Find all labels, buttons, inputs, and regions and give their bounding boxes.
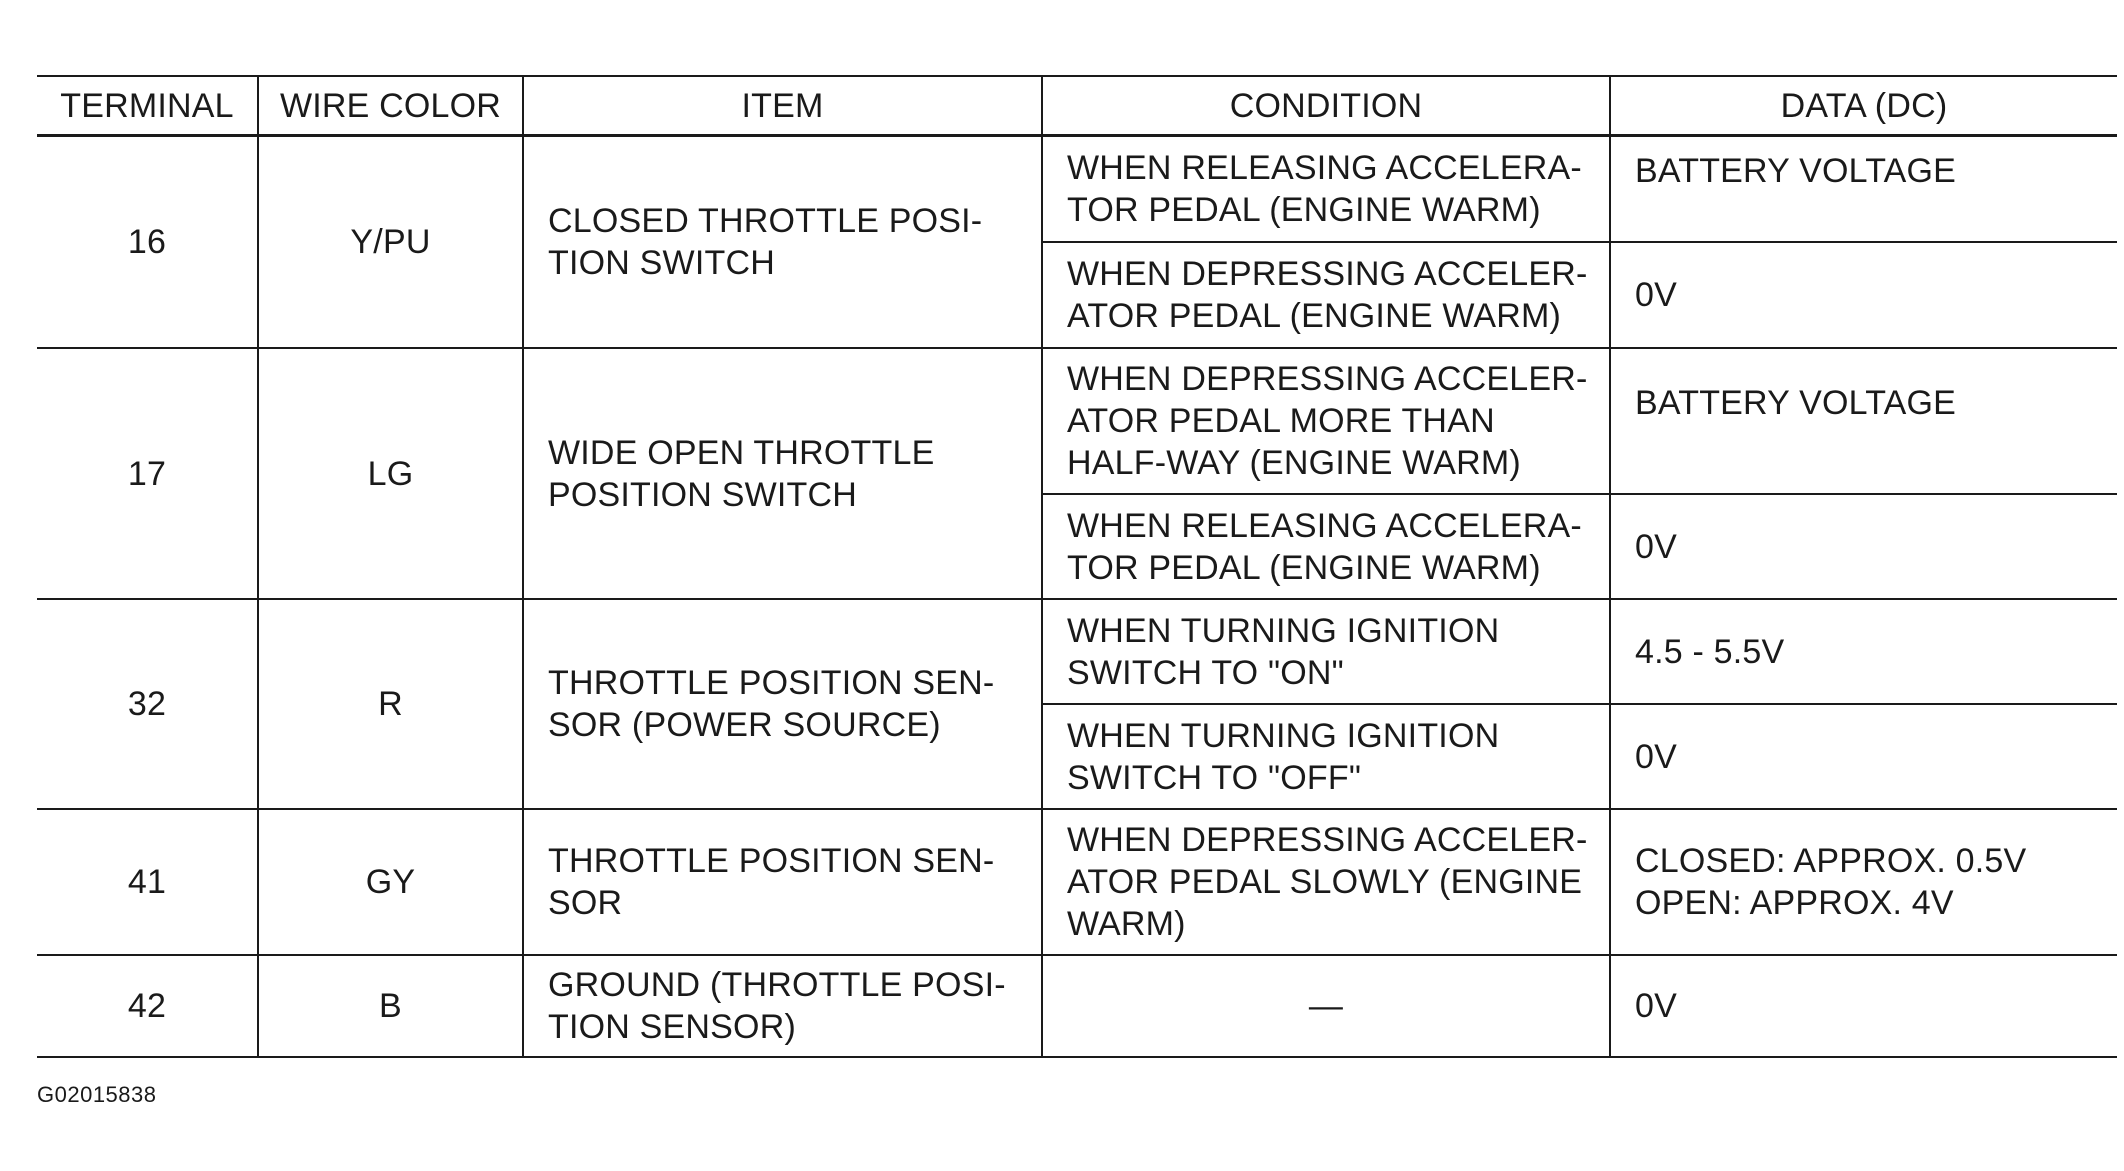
ecm-terminal-table <box>37 75 2117 1058</box>
data-cell <box>1610 599 2117 704</box>
table-row <box>37 809 2117 955</box>
wire-color-cell: R <box>258 599 523 809</box>
condition-cell <box>1042 348 1610 494</box>
table-row <box>37 599 2117 704</box>
data-cell <box>1610 242 2117 348</box>
header-data-dc: DATA (DC) <box>1610 76 2117 136</box>
item-text: GROUND (THROTTLE POSI- TION SENSOR) <box>548 966 1006 1046</box>
condition-text: WHEN TURNING IGNITION SWITCH TO "ON" <box>1067 611 1500 692</box>
wire-color-cell: Y/PU <box>258 136 523 349</box>
header-wire-color: WIRE COLOR <box>258 76 523 136</box>
condition-text: WHEN DEPRESSING ACCELER- ATOR PEDAL MORE THAN HALF-WAY (ENGINE WARM) <box>1067 360 1588 482</box>
data-cell <box>1610 136 2117 243</box>
condition-cell <box>1042 494 1610 599</box>
item-cell <box>523 348 1042 599</box>
condition-text: WHEN TURNING IGNITION SWITCH TO "OFF" <box>1067 716 1500 797</box>
data-text: 4.5 - 5.5V <box>1635 632 1785 671</box>
data-cell <box>1610 809 2117 955</box>
item-text: THROTTLE POSITION SEN- SOR (POWER SOURCE) <box>548 664 995 744</box>
condition-text: WHEN DEPRESSING ACCELER- ATOR PEDAL SLOWLY (ENGINE WARM) <box>1067 821 1588 943</box>
item-cell <box>523 809 1042 955</box>
condition-text: WHEN RELEASING ACCELERA- TOR PEDAL (ENGINE WARM) <box>1067 506 1582 587</box>
data-text: BATTERY VOLTAGE <box>1635 384 1957 422</box>
data-cell <box>1610 955 2117 1057</box>
header-condition: CONDITION <box>1042 76 1610 136</box>
item-text: CLOSED THROTTLE POSI- TION SWITCH <box>548 202 983 282</box>
item-text: WIDE OPEN THROTTLE POSITION SWITCH <box>548 433 935 514</box>
item-cell <box>523 955 1042 1057</box>
table-row <box>37 955 2117 1057</box>
data-cell <box>1610 348 2117 494</box>
data-text: 0V <box>1635 276 1677 314</box>
condition-text: — <box>1308 987 1344 1025</box>
condition-cell <box>1042 955 1610 1057</box>
condition-text: WHEN RELEASING ACCELERA- TOR PEDAL (ENGINE WARM) <box>1067 149 1582 229</box>
terminal-data-sheet <box>37 75 2117 1058</box>
condition-cell <box>1042 136 1610 243</box>
condition-cell <box>1042 599 1610 704</box>
item-cell <box>523 136 1042 349</box>
condition-cell <box>1042 809 1610 955</box>
header-row <box>37 76 2117 136</box>
condition-cell <box>1042 242 1610 348</box>
header-terminal: TERMINAL <box>37 76 258 136</box>
wire-color-cell: GY <box>258 809 523 955</box>
terminal-cell: 17 <box>37 348 258 599</box>
figure-id: G02015838 <box>37 1082 157 1107</box>
condition-cell <box>1042 704 1610 809</box>
table-row <box>37 348 2117 494</box>
wire-color-cell: B <box>258 955 523 1057</box>
terminal-cell: 16 <box>37 136 258 349</box>
data-cell <box>1610 704 2117 809</box>
terminal-cell: 32 <box>37 599 258 809</box>
terminal-cell: 41 <box>37 809 258 955</box>
header-item: ITEM <box>523 76 1042 136</box>
item-text: THROTTLE POSITION SEN- SOR <box>548 842 995 922</box>
data-text: 0V <box>1635 527 1677 566</box>
data-text: 0V <box>1635 737 1677 776</box>
condition-text: WHEN DEPRESSING ACCELER- ATOR PEDAL (ENGINE WARM) <box>1067 255 1588 335</box>
item-cell <box>523 599 1042 809</box>
data-text: CLOSED: APPROX. 0.5V OPEN: APPROX. 4V <box>1635 842 2027 922</box>
data-text: 0V <box>1635 987 1677 1025</box>
data-cell <box>1610 494 2117 599</box>
wire-color-cell: LG <box>258 348 523 599</box>
terminal-cell: 42 <box>37 955 258 1057</box>
data-text: BATTERY VOLTAGE <box>1635 152 1957 190</box>
table-row <box>37 136 2117 243</box>
